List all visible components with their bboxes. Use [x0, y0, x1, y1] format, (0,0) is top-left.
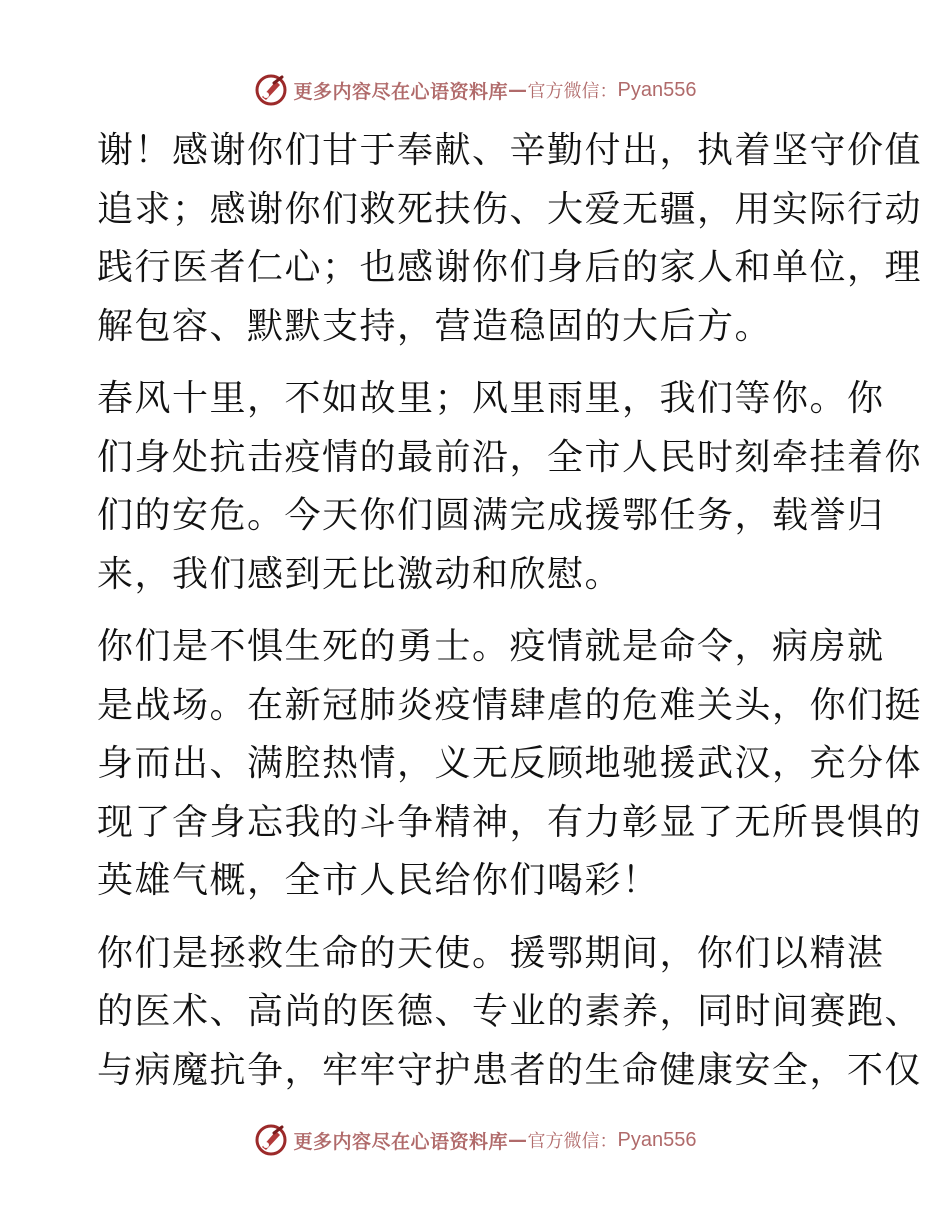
text-line: 来，我们感到无比激动和欣慰。 [97, 553, 623, 595]
document-body [97, 122, 923, 1100]
text-line: 解包容、默默支持，营造稳固的大后方。 [97, 305, 773, 347]
banner-text: 更多内容尽在心语资料库 [293, 1130, 509, 1153]
text-line: 是战场。在新冠肺炎疫情肆虐的危难关头，你们挺 [97, 684, 923, 726]
text-line: 们的安危。今天你们圆满完成援鄂任务，载誉归 [97, 495, 885, 536]
text-line: 的医术、高尚的医德、专业的素养，同时间赛跑、 [97, 991, 923, 1032]
text-line: 追求；感谢你们救死扶伤、大爱无疆，用实际行动 [97, 188, 923, 230]
text-line: 践行医者仁心；也感谢你们身后的家人和单位，理 [97, 247, 923, 288]
text-line: 你们是拯救生命的天使。援鄂期间，你们以精湛 [97, 932, 885, 974]
wechat-id: Pyan556 [617, 78, 697, 101]
wechat-label: 官方微信： [527, 1131, 618, 1152]
text-line: 谢！感谢你们甘于奉献、辛勤付出，执着坚守价值 [97, 130, 923, 171]
text-line: 们身处抗击疫情的最前沿，全市人民时刻牵挂着你 [97, 436, 923, 478]
banner-dash: — [508, 79, 528, 101]
banner-text: 更多内容尽在心语资料库 [293, 80, 509, 103]
brand-logo-icon [254, 73, 288, 107]
paragraph [97, 618, 923, 911]
paragraph [97, 370, 923, 604]
footer-banner [0, 1120, 950, 1160]
text-line: 与病魔抗争，牢牢守护患者的生命健康安全，不仅 [97, 1049, 923, 1091]
text-line: 你们是不惧生死的勇士。疫情就是命令，病房就 [97, 626, 885, 667]
text-line: 春风十里，不如故里；风里雨里，我们等你。你 [97, 378, 885, 419]
banner-dash: — [508, 1129, 528, 1151]
header-banner [0, 70, 950, 110]
paragraph [97, 122, 923, 356]
wechat-label: 官方微信： [527, 81, 618, 102]
wechat-id: Pyan556 [617, 1128, 697, 1151]
text-line: 英雄气概，全市人民给你们喝彩！ [97, 860, 660, 901]
brand-logo-icon [254, 1123, 288, 1157]
text-line: 现了舍身忘我的斗争精神，有力彰显了无所畏惧的 [97, 801, 923, 843]
text-line: 身而出、满腔热情，义无反顾地驰援武汉，充分体 [97, 743, 923, 784]
paragraph [97, 925, 923, 1101]
